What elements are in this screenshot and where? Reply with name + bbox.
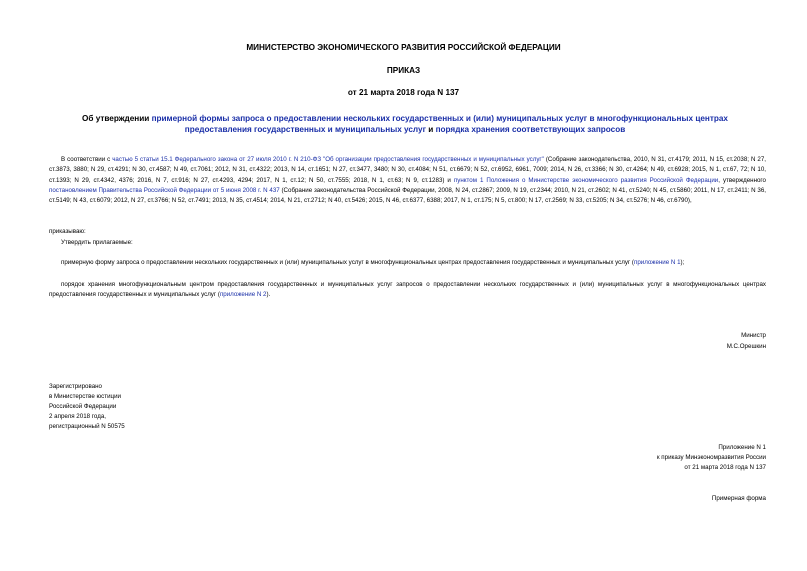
title-link-storage-order[interactable]: порядка хранения соответствующих запросов	[435, 125, 626, 134]
title-conjunction: и	[425, 125, 436, 134]
appendix-line-3: от 21 марта 2018 года N 137	[684, 464, 766, 471]
document-title	[50, 113, 760, 135]
preamble-text-3: , утвержденного	[718, 176, 766, 184]
signature-name: М.С.Орешкин	[726, 343, 766, 350]
law-210fz-link[interactable]: частью 5 статьи 15.1 Федерального закона от 27 июля 2010 г. N 210-ФЗ "Об организации предоставления государственных и муниципальных услуг"	[112, 156, 544, 163]
registration-line-3: Российской Федерации	[49, 403, 117, 410]
order-item-1	[49, 258, 766, 268]
item2-end: ).	[266, 291, 271, 299]
preamble-text-2: (Собрание законодательства, 2010, N 31, ст.4179; 2011, N 15, ст.2038; N 27, ст.3873, 3880; N 29, ст.4291; N 30, ст.4587; N 49, ст.7061; 2012, N 31, ст.4322; 2013, N 14, ст.1651; N 27, ст.3477, 3480; N 30, ст.4084; N 51, ст.6679; N 52, ст.6952, 6961, 7009; 2014, N 26, ст.3366; N 30, ст.4264; N 49, ст.6928; 2015, N 1, ст.67, 72; N 10, ст.1393; N 29, ст.4342, 4376; 2016, N 7, ст.916; N 27, ст.4293, 4294; 2017, N 1, ст.12; N 50, ст.7555; 2018, N 1, ст.63; N 9, ст.1283) и	[49, 156, 766, 184]
document-date-number: от 21 марта 2018 года N 137	[347, 88, 460, 97]
order-word: приказываю:	[49, 228, 86, 235]
item1-text: примерную форму запроса о предоставлении нескольких государственных и (или) муниципальных услуг в многофункциональных центрах предоставления государственных и муниципальных услуг (	[61, 259, 634, 266]
appendix-2-link[interactable]: приложение N 2	[219, 291, 267, 299]
government-decree-link[interactable]: постановлением Правительства Российской Федерации от 5 июня 2008 г. N 437	[49, 186, 280, 194]
registration-line-4: 2 апреля 2018 года,	[49, 413, 106, 420]
registration-line-5: регистрационный N 50575	[49, 423, 125, 430]
appendix-line-2: к приказу Минэкономразвития России	[656, 454, 766, 461]
preamble-text-1: В соответствии с	[61, 156, 113, 163]
preamble-text-4: (Собрание законодательства Российской Федерации, 2008, N 24, ст.2867; 2009, N 19, ст.2344; 2010, N 21, ст.2602; N 41, ст.5240; N 45, ст.5860; 2011, N 17, ст.2411; N 36, ст.5149; N 43, ст.6079; 2012, N 27, ст.3766; N 52, ст.7491; 2013, N 35, ст.4514; 2014, N 21, ст.2712; N 40, ст.5426; 2015, N 46, ст.6377, 6388; 2017, N 1, ст.175; N 5, ст.800; N 17, ст.2569; N 33, ст.5205; N 34, ст.5276; N 46, ст.6790),	[49, 186, 766, 205]
order-item-2	[49, 280, 766, 301]
form-label: Примерная форма	[711, 495, 766, 502]
item1-end: );	[680, 259, 685, 266]
signature-position: Министр	[741, 332, 766, 339]
ministry-regulation-link[interactable]: пунктом 1 Положения о Министерстве экономического развития Российской Федерации	[453, 176, 719, 184]
registration-line-2: в Министерстве юстиции	[49, 393, 122, 400]
title-link-form[interactable]: примерной формы запроса о предоставлении нескольких государственных и (или) муниципальных услуг в многофункциональных центрах предоставления государственных и муниципальных услуг	[151, 114, 728, 134]
title-prefix: Об утверждении	[82, 114, 152, 123]
preamble-paragraph	[49, 155, 766, 206]
registration-line-1: Зарегистрировано	[49, 383, 102, 390]
item2-text: порядок хранения многофункциональным центром предоставления государственных и муниципальных услуг запросов о предоставлении нескольких государственных и (или) муниципальных услуг в многофункциональных центрах предоставления государственных и муниципальных услуг (	[49, 281, 766, 299]
approve-line: Утвердить прилагаемые:	[61, 239, 133, 246]
document-type: ПРИКАЗ	[386, 66, 421, 75]
appendix-1-link[interactable]: приложение N 1	[634, 259, 681, 266]
ministry-heading: МИНИСТЕРСТВО ЭКОНОМИЧЕСКОГО РАЗВИТИЯ РОССИЙСКОЙ ФЕДЕРАЦИИ	[246, 43, 561, 52]
appendix-line-1: Приложение N 1	[718, 444, 766, 451]
